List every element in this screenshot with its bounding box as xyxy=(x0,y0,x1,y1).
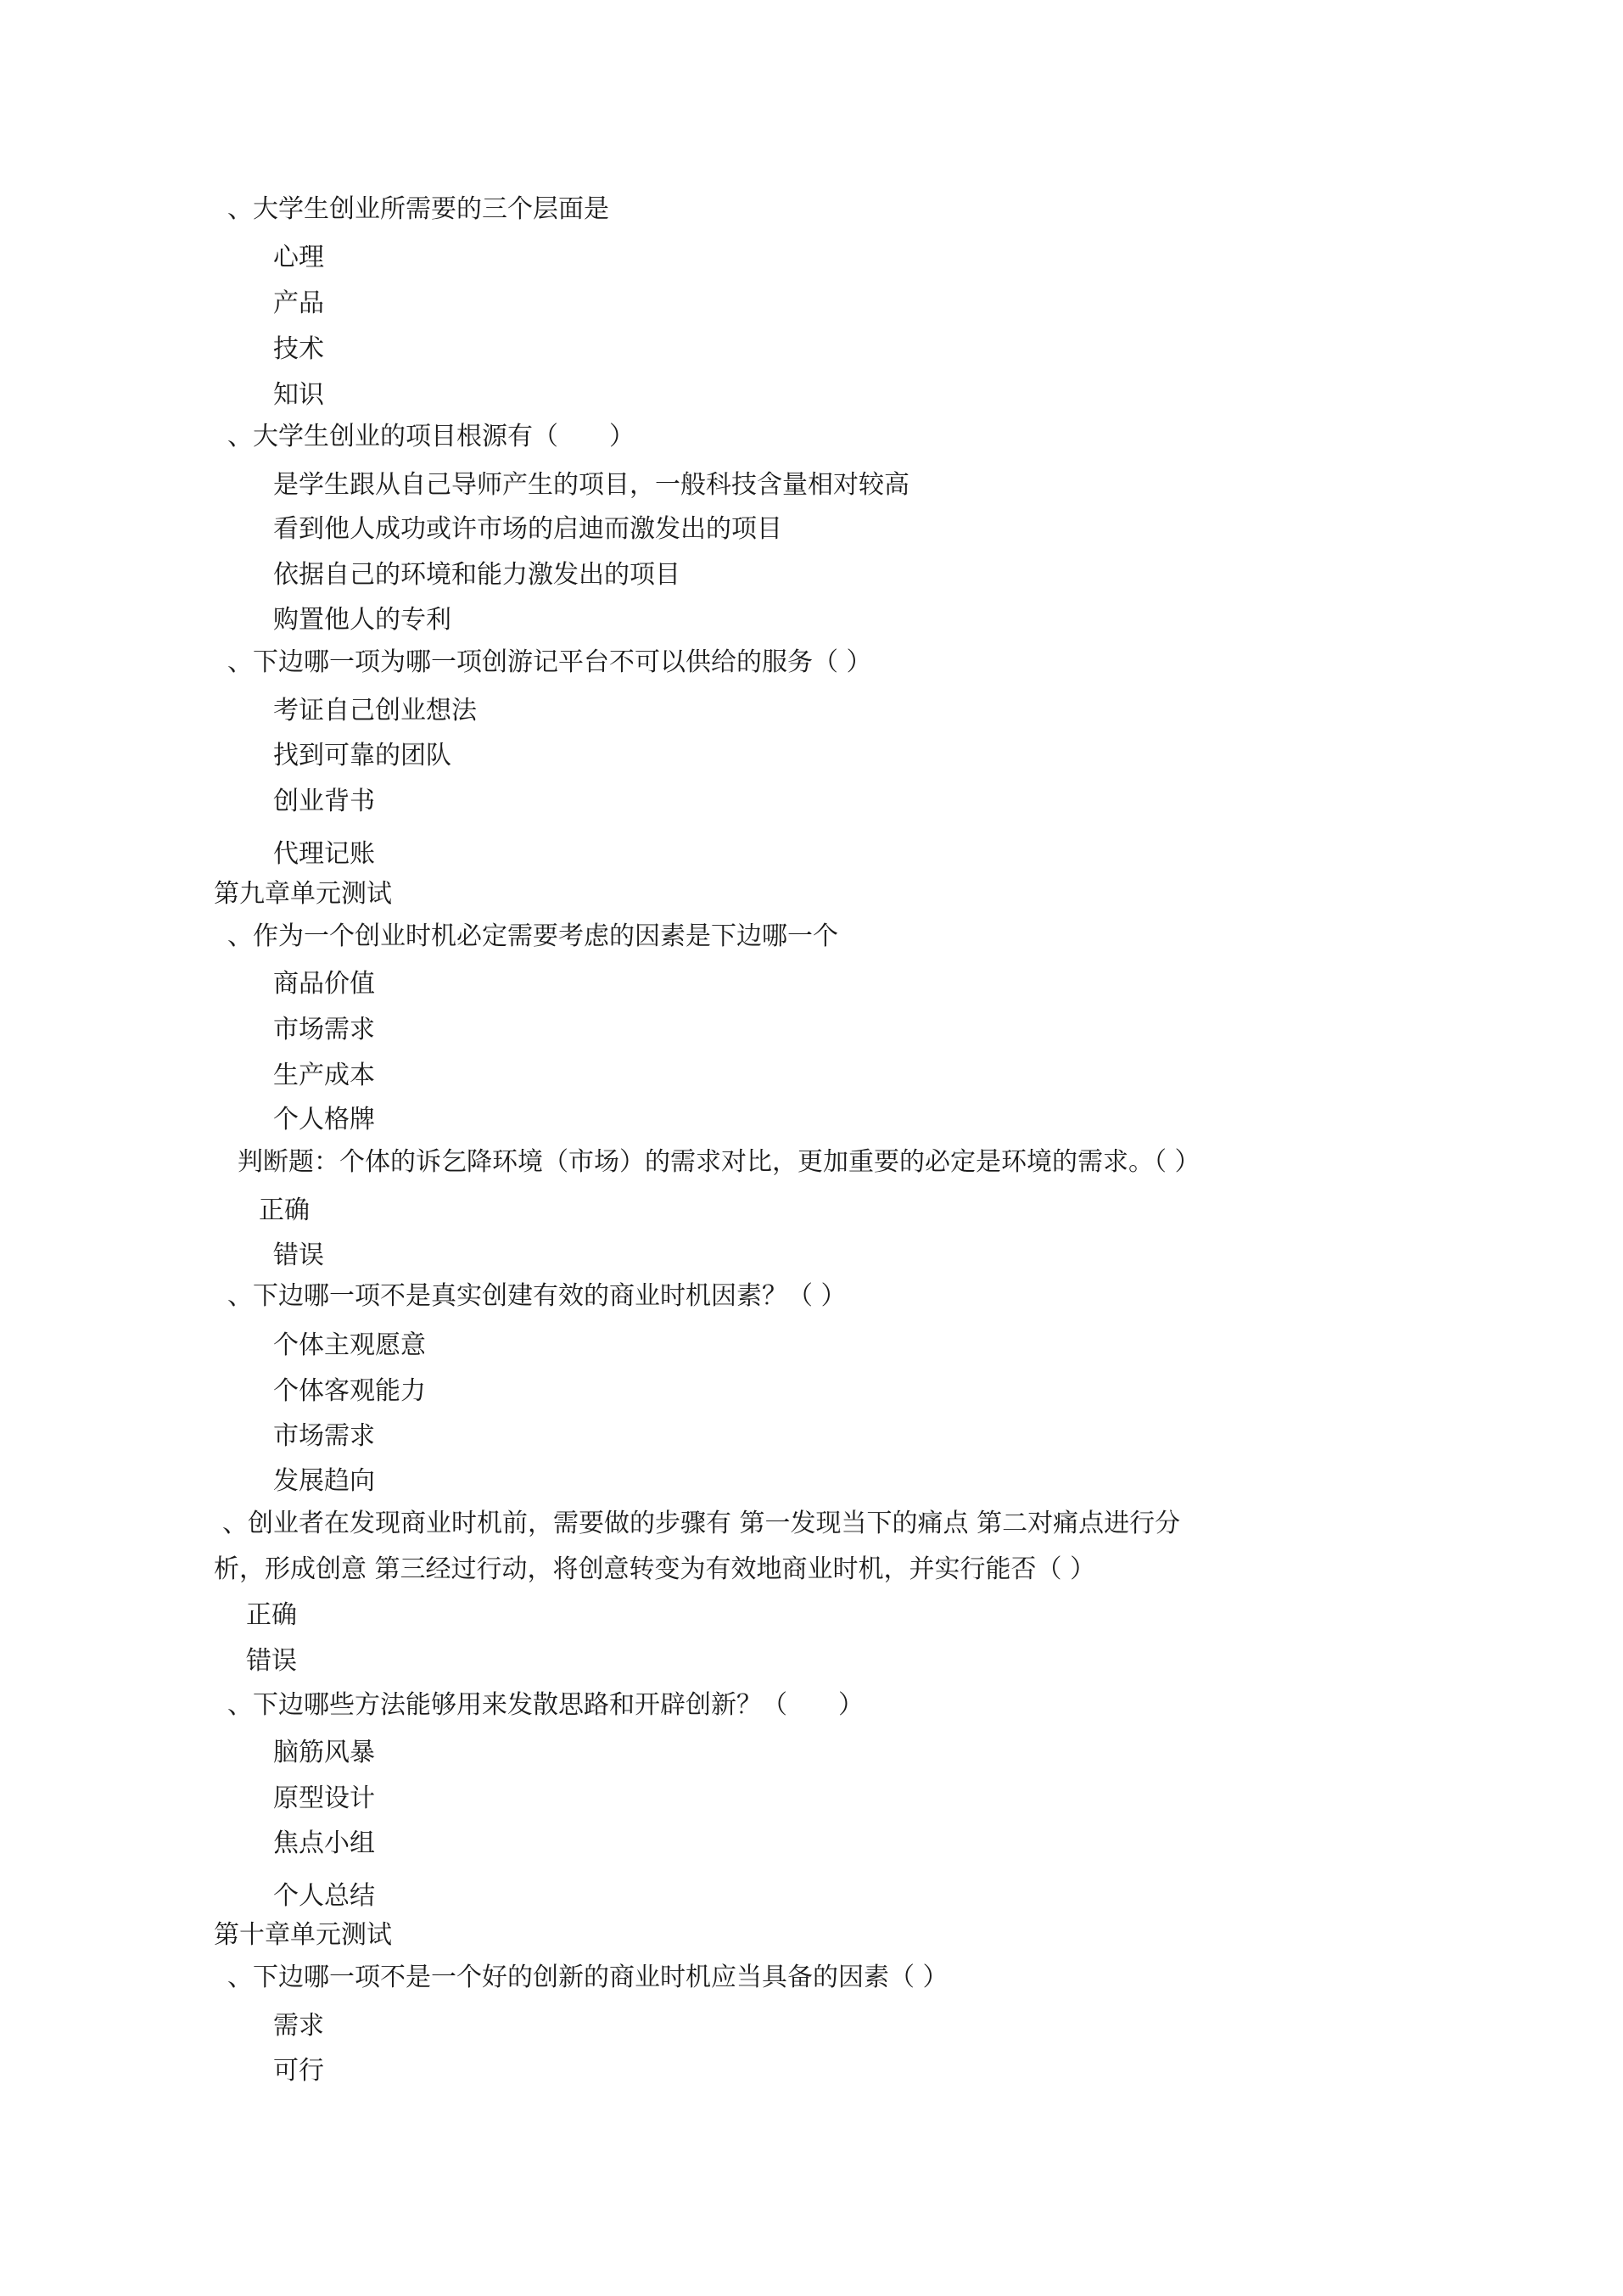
question-text: 、下边哪些方法能够用来发散思路和开辟创新？（ ） xyxy=(227,1690,864,1720)
question-text: 、大学生创业的项目根源有（ ） xyxy=(227,422,635,451)
option-text: 个人格牌 xyxy=(273,1105,375,1134)
option-text: 代理记账 xyxy=(273,839,375,869)
option-text: 脑筋风暴 xyxy=(273,1738,375,1767)
option-text: 焦点小组 xyxy=(273,1828,375,1858)
option-text: 考证自己创业想法 xyxy=(273,696,477,725)
option-text: 发展趋向 xyxy=(273,1466,375,1496)
question-text: 、下边哪一项不是一个好的创新的商业时机应当具备的因素（ ） xyxy=(227,1963,949,1992)
option-text: 是学生跟从自己导师产生的项目，一般科技含量相对较高 xyxy=(273,470,909,500)
option-text: 可行 xyxy=(273,2056,324,2086)
option-text: 错误 xyxy=(246,1646,297,1676)
option-text: 产品 xyxy=(273,288,324,318)
question-text: 、下边哪一项为哪一项创游记平台不可以供给的服务（ ） xyxy=(227,647,872,677)
option-text: 生产成本 xyxy=(273,1061,375,1090)
option-text: 依据自己的环境和能力激发出的项目 xyxy=(273,560,680,590)
option-text: 看到他人成功或许市场的启迪而激发出的项目 xyxy=(273,514,782,544)
option-text: 心理 xyxy=(273,243,324,272)
option-text: 错误 xyxy=(273,1240,324,1270)
option-text: 需求 xyxy=(273,2011,324,2041)
option-text: 市场需求 xyxy=(273,1421,375,1451)
option-text: 找到可靠的团队 xyxy=(273,741,451,770)
question-text: 、大学生创业所需要的三个层面是 xyxy=(227,194,609,224)
option-text: 个体客观能力 xyxy=(273,1376,426,1406)
chapter-heading: 第十章单元测试 xyxy=(214,1920,392,1950)
question-text: 、下边哪一项不是真实创建有效的商业时机因素？（ ） xyxy=(227,1281,847,1311)
option-text: 正确 xyxy=(246,1600,297,1630)
judgment-question-text: 判断题：个体的诉乞降环境（市场）的需求对比，更加重要的必定是环境的需求。（ ） xyxy=(238,1147,1200,1177)
question-text: 、创业者在发现商业时机前，需要做的步骤有 第一发现当下的痛点 第二对痛点进行分 xyxy=(222,1509,1181,1538)
option-text: 技术 xyxy=(273,334,324,364)
option-text: 市场需求 xyxy=(273,1015,375,1044)
option-text: 个人总结 xyxy=(273,1881,375,1911)
question-text: 、作为一个创业时机必定需要考虑的因素是下边哪一个 xyxy=(227,921,838,951)
option-text: 正确 xyxy=(259,1196,310,1225)
question-continuation-text: 析，形成创意 第三经过行动，将创意转变为有效地商业时机，并实行能否（ ） xyxy=(214,1554,1096,1584)
option-text: 个体主观愿意 xyxy=(273,1330,426,1360)
option-text: 创业背书 xyxy=(273,787,375,816)
option-text: 商品价值 xyxy=(273,969,375,999)
chapter-heading: 第九章单元测试 xyxy=(214,879,392,909)
option-text: 原型设计 xyxy=(273,1784,375,1813)
option-text: 知识 xyxy=(273,380,324,410)
option-text: 购置他人的专利 xyxy=(273,605,451,635)
